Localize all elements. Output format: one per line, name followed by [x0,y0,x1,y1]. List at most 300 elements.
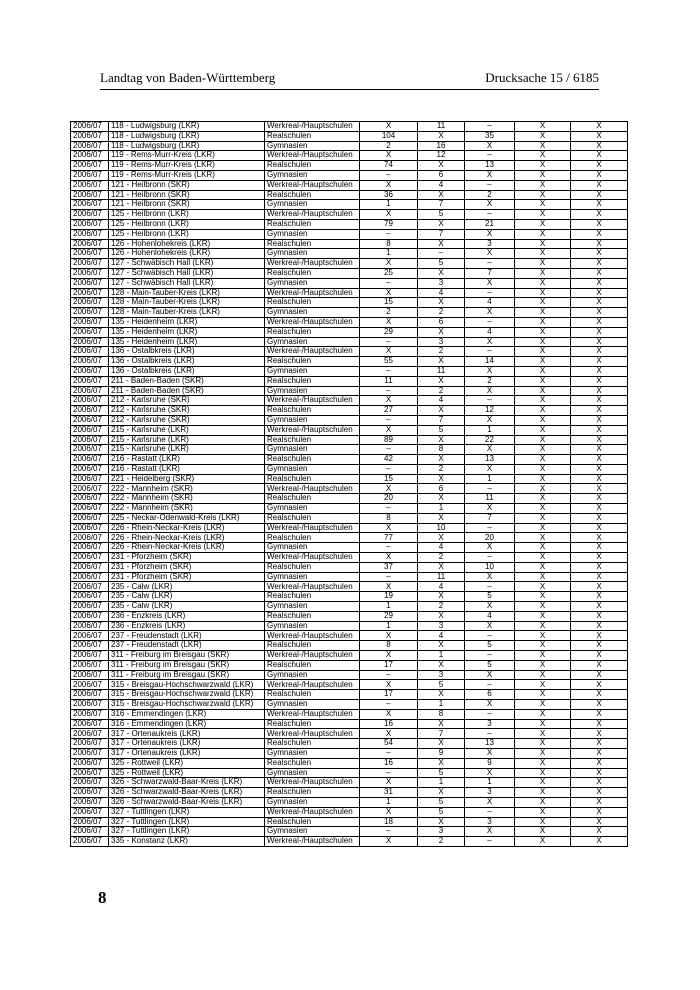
value-cell: 54 [360,739,418,749]
value-cell: X [418,239,465,249]
value-cell: X [515,445,571,455]
year-cell: 2006/07 [71,670,109,680]
value-cell: 5 [418,259,465,269]
value-cell: X [515,229,571,239]
header-rule [100,89,599,90]
year-cell: 2006/07 [71,484,109,494]
value-cell: X [571,719,628,729]
school-type-cell: Realschulen [265,239,360,249]
table-row [71,827,628,837]
value-cell: X [571,553,628,563]
value-cell: – [360,700,418,710]
value-cell: X [571,543,628,553]
value-cell: X [465,621,515,631]
school-type-cell: Gymnasien [265,386,360,396]
district-cell: 212 - Karlsruhe (SKR) [109,415,265,425]
value-cell: X [418,611,465,621]
value-cell: 1 [465,425,515,435]
district-cell: 236 - Enzkreis (LKR) [109,611,265,621]
year-cell: 2006/07 [71,288,109,298]
value-cell: X [571,533,628,543]
value-cell: X [515,435,571,445]
year-cell: 2006/07 [71,455,109,465]
school-type-cell: Realschulen [265,660,360,670]
table-row [71,464,628,474]
year-cell: 2006/07 [71,543,109,553]
district-cell: 315 - Breisgau-Hochschwarzwald (LKR) [109,680,265,690]
district-cell: 315 - Breisgau-Hochschwarzwald (LKR) [109,690,265,700]
district-cell: 126 - Hohenlohekreis (LKR) [109,249,265,259]
value-cell: X [571,376,628,386]
year-cell: 2006/07 [71,141,109,151]
district-cell: 325 - Rottweil (LKR) [109,758,265,768]
value-cell: 1 [360,797,418,807]
value-cell: X [418,435,465,445]
value-cell: X [571,621,628,631]
year-cell: 2006/07 [71,415,109,425]
value-cell: 29 [360,327,418,337]
table-row [71,435,628,445]
value-cell: 2 [418,553,465,563]
value-cell: X [515,562,571,572]
value-cell: 1 [418,651,465,661]
value-cell: X [515,494,571,504]
value-cell: 2 [465,376,515,386]
value-cell: X [571,680,628,690]
school-type-cell: Realschulen [265,406,360,416]
district-cell: 311 - Freiburg im Breisgau (SKR) [109,670,265,680]
value-cell: – [360,504,418,514]
table-row [71,572,628,582]
year-cell: 2006/07 [71,210,109,220]
value-cell: X [360,122,418,132]
school-type-cell: Gymnasien [265,337,360,347]
district-cell: 231 - Pforzheim (SKR) [109,553,265,563]
value-cell: X [515,778,571,788]
value-cell: X [571,504,628,514]
value-cell: – [465,631,515,641]
school-type-cell: Realschulen [265,219,360,229]
school-type-cell: Realschulen [265,131,360,141]
value-cell: X [465,141,515,151]
value-cell: 5 [465,641,515,651]
value-cell: – [360,670,418,680]
value-cell: X [571,562,628,572]
value-cell: 77 [360,533,418,543]
value-cell: X [571,602,628,612]
value-cell: – [465,553,515,563]
table-row [71,200,628,210]
district-cell: 211 - Baden-Baden (SKR) [109,376,265,386]
district-cell: 119 - Rems-Murr-Kreis (LKR) [109,161,265,171]
value-cell: X [571,161,628,171]
year-cell: 2006/07 [71,200,109,210]
value-cell: 11 [360,376,418,386]
value-cell: X [515,788,571,798]
value-cell: X [571,837,628,847]
value-cell: X [360,837,418,847]
value-cell: X [515,641,571,651]
table-row [71,523,628,533]
value-cell: X [571,611,628,621]
value-cell: 89 [360,435,418,445]
table-row [71,386,628,396]
value-cell: 13 [465,161,515,171]
year-cell: 2006/07 [71,837,109,847]
year-cell: 2006/07 [71,660,109,670]
value-cell: X [571,807,628,817]
table-row [71,709,628,719]
district-cell: 231 - Pforzheim (SKR) [109,572,265,582]
table-row [71,729,628,739]
value-cell: – [465,317,515,327]
value-cell: X [465,229,515,239]
value-cell: X [515,484,571,494]
district-cell: 237 - Freudenstadt (LKR) [109,631,265,641]
value-cell: – [465,180,515,190]
value-cell: 15 [360,298,418,308]
value-cell: – [465,582,515,592]
table-row [71,308,628,318]
year-cell: 2006/07 [71,268,109,278]
table-row [71,660,628,670]
value-cell: X [571,631,628,641]
table-row [71,180,628,190]
value-cell: 6 [418,170,465,180]
value-cell: X [571,690,628,700]
district-cell: 119 - Rems-Murr-Kreis (LKR) [109,170,265,180]
value-cell: X [515,180,571,190]
value-cell: X [418,161,465,171]
table-row [71,621,628,631]
district-cell: 136 - Ostalbkreis (LKR) [109,347,265,357]
value-cell: X [571,406,628,416]
value-cell: X [360,259,418,269]
table-row [71,278,628,288]
value-cell: X [418,357,465,367]
value-cell: 25 [360,268,418,278]
value-cell: X [360,425,418,435]
value-cell: X [515,582,571,592]
value-cell: X [515,239,571,249]
value-cell: X [465,464,515,474]
value-cell: X [571,151,628,161]
district-cell: 127 - Schwäbisch Hall (LKR) [109,259,265,269]
district-cell: 125 - Heilbronn (LKR) [109,229,265,239]
value-cell: X [571,778,628,788]
district-cell: 121 - Heilbronn (SKR) [109,190,265,200]
value-cell: 1 [465,474,515,484]
value-cell: X [515,170,571,180]
value-cell: X [571,474,628,484]
value-cell: 20 [465,533,515,543]
year-cell: 2006/07 [71,621,109,631]
value-cell: X [571,464,628,474]
school-type-cell: Werkreal-/Hauptschulen [265,180,360,190]
value-cell: X [571,739,628,749]
school-type-cell: Werkreal-/Hauptschulen [265,122,360,132]
table-row [71,337,628,347]
value-cell: – [360,768,418,778]
school-type-cell: Gymnasien [265,278,360,288]
value-cell: X [515,278,571,288]
value-cell: – [360,572,418,582]
school-type-cell: Werkreal-/Hauptschulen [265,347,360,357]
school-type-cell: Gymnasien [265,768,360,778]
value-cell: 79 [360,219,418,229]
value-cell: 4 [418,180,465,190]
district-cell: 212 - Karlsruhe (SKR) [109,406,265,416]
value-cell: X [571,268,628,278]
value-cell: X [571,582,628,592]
value-cell: X [515,719,571,729]
value-cell: X [515,161,571,171]
year-cell: 2006/07 [71,641,109,651]
value-cell: 4 [418,288,465,298]
value-cell: X [515,592,571,602]
value-cell: X [515,376,571,386]
table-row [71,631,628,641]
school-type-cell: Gymnasien [265,621,360,631]
table-row [71,210,628,220]
year-cell: 2006/07 [71,504,109,514]
value-cell: X [418,327,465,337]
school-type-cell: Werkreal-/Hauptschulen [265,151,360,161]
table-row [71,562,628,572]
value-cell: 11 [465,494,515,504]
value-cell: 2 [418,308,465,318]
school-type-cell: Realschulen [265,641,360,651]
value-cell: 8 [360,513,418,523]
table-row [71,739,628,749]
district-cell: 136 - Ostalbkreis (LKR) [109,357,265,367]
school-type-cell: Werkreal-/Hauptschulen [265,396,360,406]
value-cell: 3 [418,337,465,347]
school-type-cell: Werkreal-/Hauptschulen [265,729,360,739]
value-cell: X [360,651,418,661]
value-cell: 9 [418,749,465,759]
school-type-cell: Gymnasien [265,249,360,259]
value-cell: X [571,484,628,494]
value-cell: X [418,660,465,670]
value-cell: – [465,347,515,357]
table-row [71,219,628,229]
value-cell: – [360,749,418,759]
value-cell: 1 [465,778,515,788]
value-cell: 3 [418,827,465,837]
value-cell: 4 [465,611,515,621]
value-cell: X [465,249,515,259]
school-type-cell: Realschulen [265,592,360,602]
value-cell: X [360,778,418,788]
value-cell: – [465,259,515,269]
table-row [71,543,628,553]
table-row [71,249,628,259]
value-cell: 2 [418,386,465,396]
table-row [71,376,628,386]
value-cell: – [465,288,515,298]
value-cell: X [571,425,628,435]
school-type-cell: Werkreal-/Hauptschulen [265,807,360,817]
value-cell: X [515,347,571,357]
value-cell: X [418,690,465,700]
value-cell: X [571,278,628,288]
value-cell: X [571,366,628,376]
value-cell: X [515,200,571,210]
year-cell: 2006/07 [71,396,109,406]
value-cell: 1 [360,621,418,631]
value-cell: 5 [418,768,465,778]
district-cell: 215 - Karlsruhe (LKR) [109,425,265,435]
district-cell: 119 - Rems-Murr-Kreis (LKR) [109,151,265,161]
data-table [70,121,628,847]
value-cell: X [571,572,628,582]
value-cell: X [571,396,628,406]
value-cell: X [571,435,628,445]
table-row [71,680,628,690]
page-number: 8 [98,888,107,907]
table-row [71,141,628,151]
district-cell: 326 - Schwarzwald-Baar-Kreis (LKR) [109,788,265,798]
district-cell: 125 - Heilbronn (LKR) [109,219,265,229]
value-cell: 13 [465,739,515,749]
district-cell: 226 - Rhein-Neckar-Kreis (LKR) [109,523,265,533]
value-cell: X [360,631,418,641]
school-type-cell: Werkreal-/Hauptschulen [265,259,360,269]
value-cell: X [418,592,465,602]
school-type-cell: Werkreal-/Hauptschulen [265,553,360,563]
district-cell: 222 - Mannheim (SKR) [109,494,265,504]
value-cell: X [418,758,465,768]
value-cell: X [515,288,571,298]
value-cell: X [360,347,418,357]
value-cell: X [515,141,571,151]
district-cell: 135 - Heidenheim (LKR) [109,317,265,327]
value-cell: – [418,249,465,259]
value-cell: X [465,278,515,288]
value-cell: X [515,190,571,200]
table-row [71,807,628,817]
value-cell: 35 [465,131,515,141]
value-cell: X [571,641,628,651]
value-cell: X [571,788,628,798]
year-cell: 2006/07 [71,239,109,249]
table-row [71,837,628,847]
value-cell: – [360,366,418,376]
district-cell: 317 - Ortenaukreis (LKR) [109,729,265,739]
district-cell: 327 - Tuttlingen (LKR) [109,807,265,817]
value-cell: X [360,729,418,739]
value-cell: 2 [418,464,465,474]
value-cell: X [360,151,418,161]
table-row [71,298,628,308]
value-cell: X [515,415,571,425]
value-cell: X [571,827,628,837]
value-cell: – [465,210,515,220]
table-row [71,455,628,465]
value-cell: 2 [360,308,418,318]
district-cell: 222 - Mannheim (SKR) [109,484,265,494]
year-cell: 2006/07 [71,464,109,474]
value-cell: 11 [418,366,465,376]
table-row [71,553,628,563]
value-cell: – [360,464,418,474]
value-cell: 16 [418,141,465,151]
district-cell: 226 - Rhein-Neckar-Kreis (LKR) [109,533,265,543]
table-row [71,229,628,239]
table-row [71,592,628,602]
value-cell: 5 [418,680,465,690]
value-cell: 5 [465,592,515,602]
value-cell: X [571,210,628,220]
value-cell: X [465,170,515,180]
value-cell: 18 [360,817,418,827]
table-row [71,259,628,269]
value-cell: – [360,827,418,837]
value-cell: 4 [418,543,465,553]
value-cell: X [571,670,628,680]
value-cell: X [571,592,628,602]
school-type-cell: Realschulen [265,719,360,729]
value-cell: X [418,406,465,416]
year-cell: 2006/07 [71,592,109,602]
year-cell: 2006/07 [71,494,109,504]
district-cell: 128 - Main-Tauber-Kreis (LKR) [109,308,265,318]
school-type-cell: Gymnasien [265,504,360,514]
year-cell: 2006/07 [71,690,109,700]
value-cell: X [571,229,628,239]
year-cell: 2006/07 [71,572,109,582]
value-cell: 11 [418,572,465,582]
school-type-cell: Werkreal-/Hauptschulen [265,778,360,788]
district-cell: 327 - Tuttlingen (LKR) [109,827,265,837]
value-cell: X [571,758,628,768]
table-row [71,611,628,621]
value-cell: X [418,817,465,827]
value-cell: X [515,219,571,229]
value-cell: X [571,122,628,132]
school-type-cell: Realschulen [265,788,360,798]
value-cell: X [515,680,571,690]
value-cell: X [465,797,515,807]
district-cell: 316 - Emmendingen (LKR) [109,709,265,719]
school-type-cell: Realschulen [265,435,360,445]
year-cell: 2006/07 [71,337,109,347]
value-cell: X [515,827,571,837]
value-cell: 21 [465,219,515,229]
school-type-cell: Realschulen [265,562,360,572]
district-cell: 327 - Tuttlingen (LKR) [109,817,265,827]
district-cell: 235 - Calw (LKR) [109,602,265,612]
value-cell: 104 [360,131,418,141]
district-cell: 127 - Schwäbisch Hall (LKR) [109,268,265,278]
year-cell: 2006/07 [71,631,109,641]
school-type-cell: Realschulen [265,327,360,337]
page-header [100,70,599,90]
district-cell: 118 - Ludwigsburg (LKR) [109,122,265,132]
value-cell: 3 [465,817,515,827]
value-cell: X [515,729,571,739]
year-cell: 2006/07 [71,651,109,661]
year-cell: 2006/07 [71,425,109,435]
year-cell: 2006/07 [71,366,109,376]
table-row [71,425,628,435]
value-cell: 3 [418,278,465,288]
year-cell: 2006/07 [71,788,109,798]
value-cell: X [515,308,571,318]
value-cell: X [515,455,571,465]
value-cell: 22 [465,435,515,445]
